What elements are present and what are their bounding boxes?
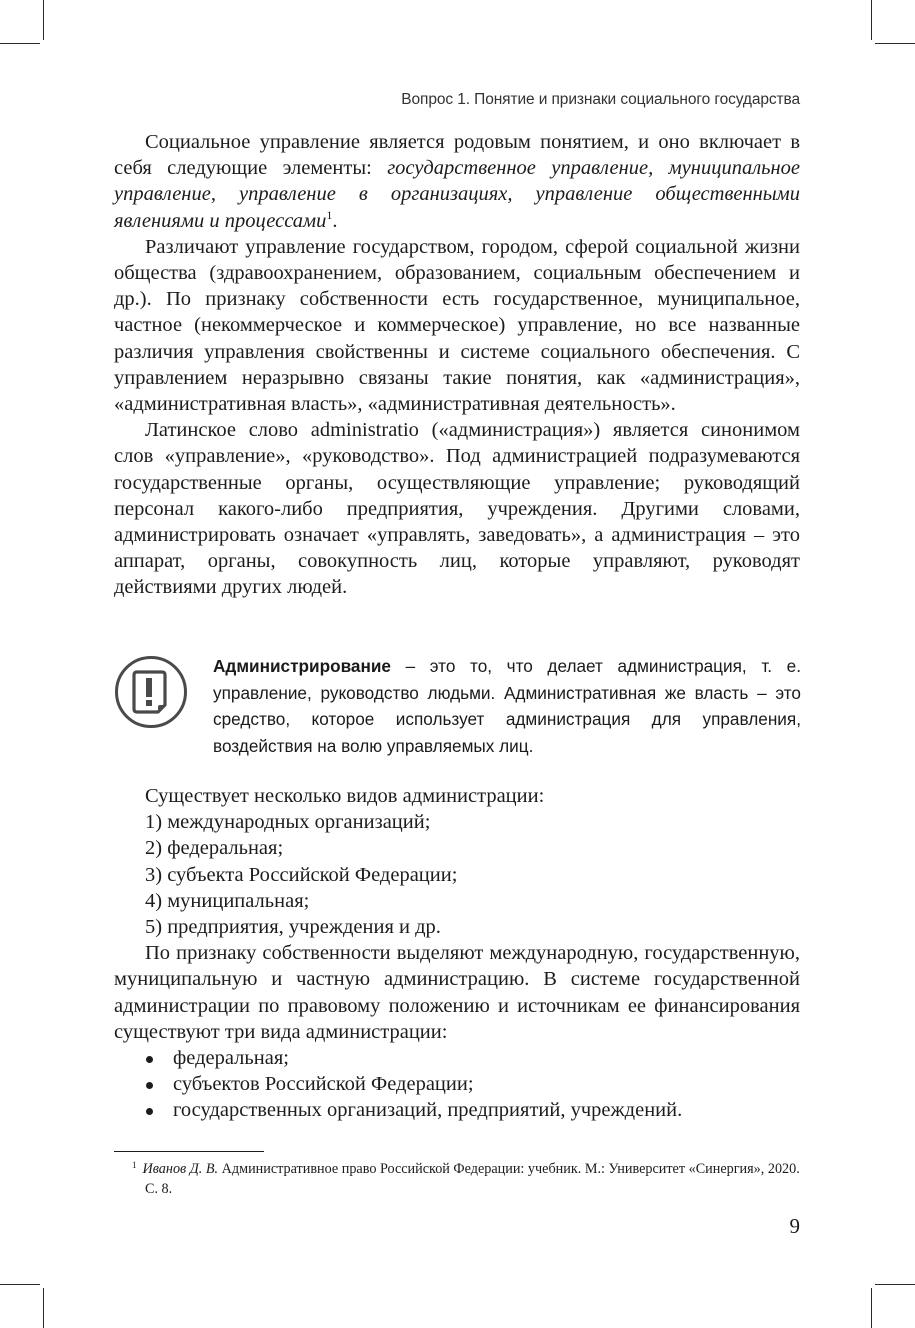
crop-mark bbox=[43, 0, 44, 40]
bullet-item bbox=[114, 1097, 800, 1123]
footnote-divider bbox=[114, 1151, 264, 1152]
bullet-item bbox=[114, 1045, 800, 1071]
numbered-item: 3) субъекта Российской Федерации; bbox=[145, 863, 458, 886]
paragraph-4: По признаку собственности выделяют международную, государственную, муниципальную и частную администрацию. В системе государственной администрации по правовому положению и источникам ее финансирования существуют три вида администрации: bbox=[114, 942, 800, 1043]
footnote-text: Административное право Российской Федерации: учебник. М.: Университет «Синергия», 2020. С. 8. bbox=[145, 1161, 800, 1197]
paragraph-2: Различают управление государством, городом, сферой социальной жизни общества (здравоохранением, образованием, социальным обеспечением и др.). По признаку собственности есть государственное, муниципальное, частное (некоммерческое и коммерческое) управление, но все названные различия управления свойственны и системе социального обеспечения. С управлением неразрывно связаны такие понятия, как «администрация», «административная власть», «административная деятельность». bbox=[114, 235, 800, 416]
bullet-item bbox=[114, 1071, 800, 1097]
footnote-author: Иванов Д. В. bbox=[142, 1161, 219, 1177]
paragraph-1-lead: Социальное управление является родовым понятием, и оно включает в себя следующие элементы: bbox=[114, 131, 800, 180]
exclamation-page-icon bbox=[114, 655, 188, 729]
crop-mark bbox=[875, 43, 915, 44]
footnote bbox=[132, 1160, 802, 1199]
paragraph-3: Латинское слово administratio («администрация») является синонимом слов «управление», «руководство». Под администрацией подразумеваются государственные органы, осуществляющие управление; руководящий персонал какого-либо предприятия, учреждения. Другими словами, администрировать означает «управлять, заведовать», а администрация – это аппарат, органы, совокупность лиц, которые управляют, руководят действиями других людей. bbox=[114, 419, 800, 599]
numbered-item: 5) предприятия, учреждения и др. bbox=[145, 916, 441, 939]
bullet-item-text: федеральная; bbox=[173, 1047, 289, 1070]
crop-mark bbox=[0, 1284, 40, 1285]
paragraph-1-italic: государственное управление, муниципальное управление, управление в организациях, управление общественными явлениями и процессами bbox=[114, 157, 800, 232]
numbered-item: 4) муниципальная; bbox=[145, 889, 310, 912]
numbered-item: 2) федеральная; bbox=[145, 837, 284, 860]
paragraph-1-tail: . bbox=[332, 209, 338, 232]
crop-mark bbox=[875, 1284, 915, 1285]
definition-text bbox=[213, 653, 801, 759]
running-head: Вопрос 1. Понятие и признаки социального государства bbox=[401, 91, 800, 108]
crop-mark bbox=[0, 43, 40, 44]
numbered-item: 1) международных организаций; bbox=[145, 811, 431, 834]
bullet-item-text: субъектов Российской Федерации; bbox=[173, 1073, 474, 1096]
footnote-number: 1 bbox=[132, 1160, 137, 1170]
body-text-bottom bbox=[114, 783, 800, 1124]
footnote-first-line bbox=[132, 1161, 143, 1177]
bullet-icon bbox=[146, 1108, 153, 1115]
bullet-list bbox=[114, 1045, 800, 1124]
bullet-icon bbox=[146, 1056, 153, 1063]
paragraph-1 bbox=[114, 129, 800, 234]
crop-mark bbox=[871, 1288, 872, 1328]
footnote-body bbox=[132, 1160, 802, 1199]
body-text-top bbox=[114, 129, 800, 601]
crop-mark bbox=[871, 0, 872, 40]
footnote-reference[interactable]: 1 bbox=[326, 207, 333, 222]
bullet-item-text: государственных организаций, предприятий, учреждений. bbox=[173, 1099, 683, 1122]
bullet-icon bbox=[146, 1082, 153, 1089]
definition-term: Администрирование bbox=[213, 656, 391, 676]
definition-body: – это то, что делает администрация, т. е. управление, руководство людьми. Административная же власть – это средство, которое использует администрация для управления, воздействия на волю управляемых лиц. bbox=[213, 656, 801, 756]
page-number: 9 bbox=[789, 1214, 800, 1238]
list-intro: Существует несколько видов администрации: bbox=[145, 785, 545, 807]
crop-mark bbox=[43, 1288, 44, 1328]
